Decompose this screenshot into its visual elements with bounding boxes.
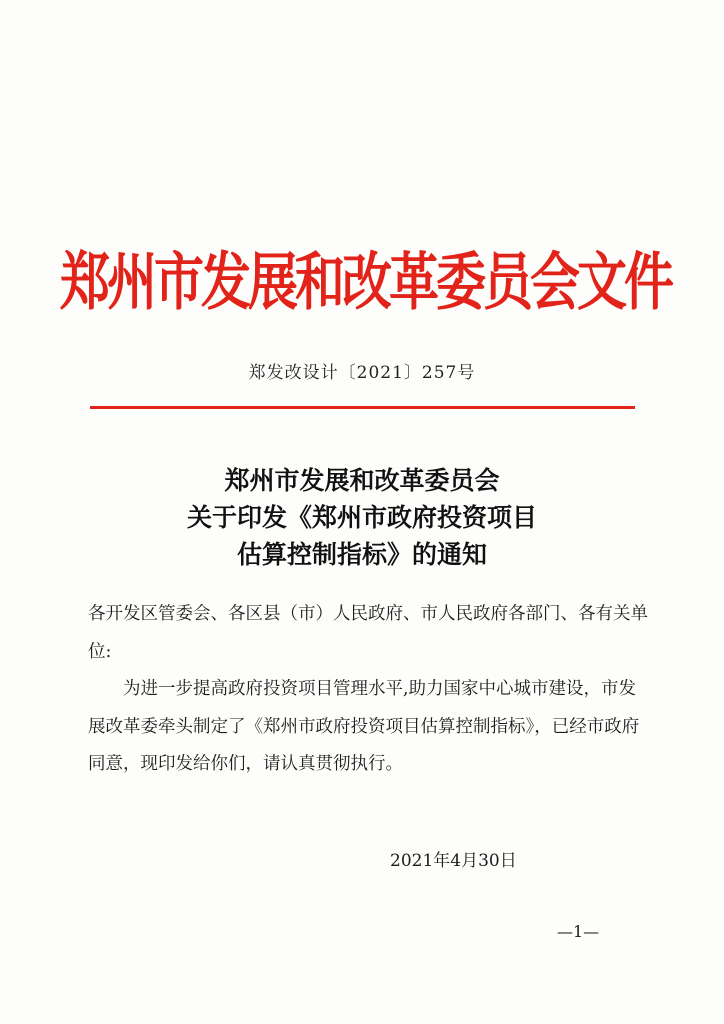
- notice-body: [88, 596, 648, 784]
- addressee-paragraph: 各开发区管委会、各区县（市）人民政府、市人民政府各部门、各有关单位:: [88, 604, 648, 662]
- document-number: 郑发改设计〔2021〕257号: [248, 363, 476, 383]
- body-paragraph: 为进一步提高政府投资项目管理水平,助力国家中心城市建设，市发展改革委牵头制定了《郑州市政府投资项目估算控制指标》，已经市政府同意，现印发给你们，请认真贯彻执行。: [88, 679, 640, 774]
- notice-title: [0, 462, 724, 573]
- notice-title-line-3: 估算控制指标》的通知: [236, 540, 487, 569]
- issue-date: 2021年4月30日: [390, 851, 517, 871]
- notice-title-line-1: 郑州市发展和改革委员会: [224, 466, 500, 495]
- red-divider-line: [90, 406, 635, 409]
- notice-title-line-2: 关于印发《郑州市政府投资项目: [186, 503, 537, 532]
- masthead-title: 郑州市发展和改革委员会文件: [60, 245, 671, 319]
- page-number: —1—: [557, 922, 600, 941]
